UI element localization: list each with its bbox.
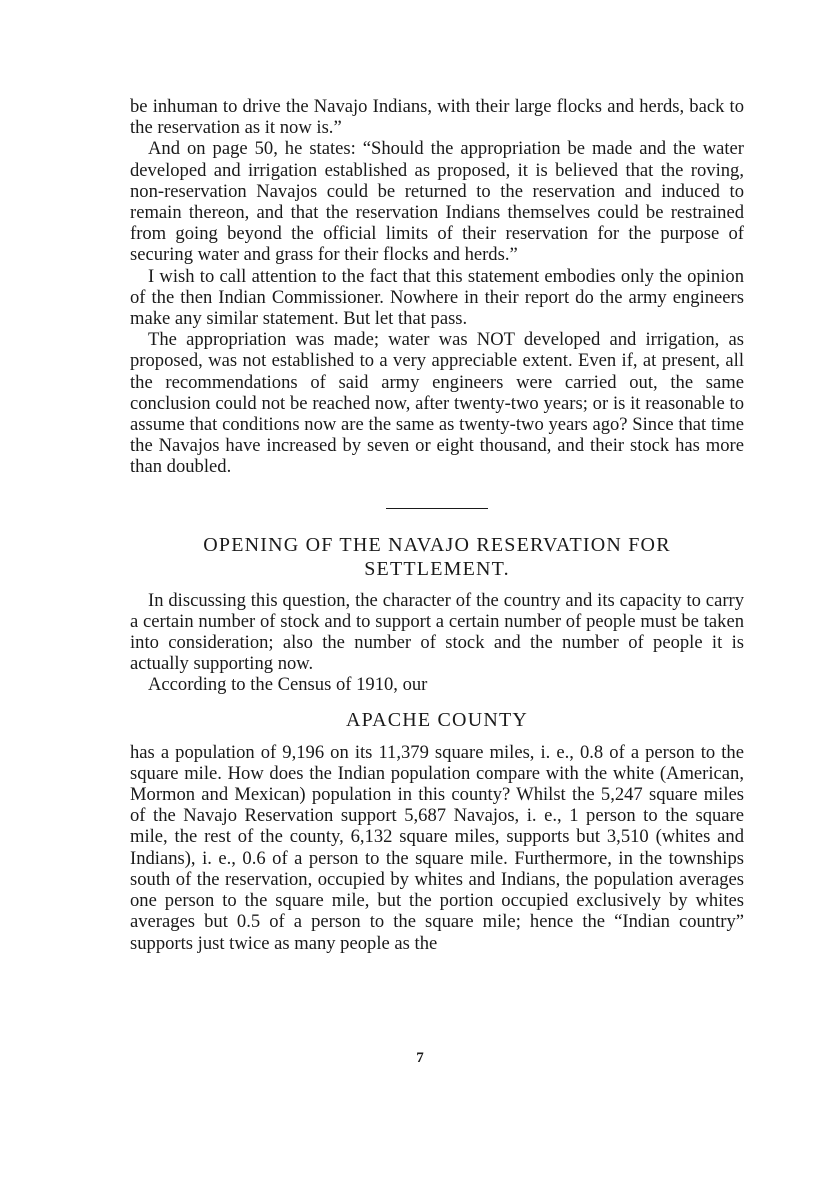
page-number: 7	[416, 1050, 424, 1066]
page-body	[130, 96, 744, 954]
county-heading: APACHE COUNTY	[345, 708, 529, 731]
section-heading: OPENING OF THE NAVAJO RESERVATION FOR SETTLEMENT.	[203, 533, 671, 580]
paragraph-continuation: be inhuman to drive the Navajo Indians, with their large flocks and herds, back to the reservation as it now is.”	[130, 96, 744, 139]
paragraph-commissioner-opinion: I wish to call attention to the fact that this statement embodies only the opinion of the then Indian Commissioner. Nowhere in their report do the army engineers make any similar statement. But let that pass.	[130, 265, 744, 330]
paragraph-census: According to the Census of 1910, our	[148, 674, 428, 696]
section-divider	[386, 508, 488, 509]
paragraph-discussing: In discussing this question, the character of the country and its capacity to carry a certain number of stock and to support a certain number of people must be taken into consideration; also the number of stock and the number of people it is actually supporting now.	[130, 589, 744, 675]
paragraph-page-50-quote: And on page 50, he states: “Should the appropriation be made and the water developed and irrigation established as proposed, it is believed that the roving, non-reservation Navajos could be returned to the reservation and induced to remain thereon, and that the reservation Indians themselves could be restrained from going beyond the official limits of their reservation for the purpose of securing water and grass for their flocks and herds.”	[130, 138, 744, 266]
paragraph-apache-county: has a population of 9,196 on its 11,379 square miles, i. e., 0.8 of a person to the square mile. How does the Indian population compare with the white (American, Mormon and Mexican) population in this county? Whilst the 5,247 square miles of the Navajo Reservation support 5,687 Navajos, i. e., 1 person to the square mile, the rest of the county, 6,132 square miles, supports but 3,510 (whites and Indians), i. e., 0.6 of a person to the square mile. Furthermore, in the townships south of the reservation, occupied by whites and Indians, the population averages one person to the square mile, but the portion occupied exclusively by whites averages but 0.5 of a person to the square mile; hence the “Indian country” supports just twice as many people as the	[130, 741, 744, 954]
paragraph-appropriation: The appropriation was made; water was NOT developed and irrigation, as proposed, was not established to a very appreciable extent. Even if, at present, all the recommendations of said army engineers were carried out, the same conclusion could not be reached now, after twenty-two years; or is it reasonable to assume that conditions now are the same as twenty-two years ago? Since that time the Navajos have increased by seven or eight thousand, and their stock has more than doubled.	[130, 329, 744, 478]
